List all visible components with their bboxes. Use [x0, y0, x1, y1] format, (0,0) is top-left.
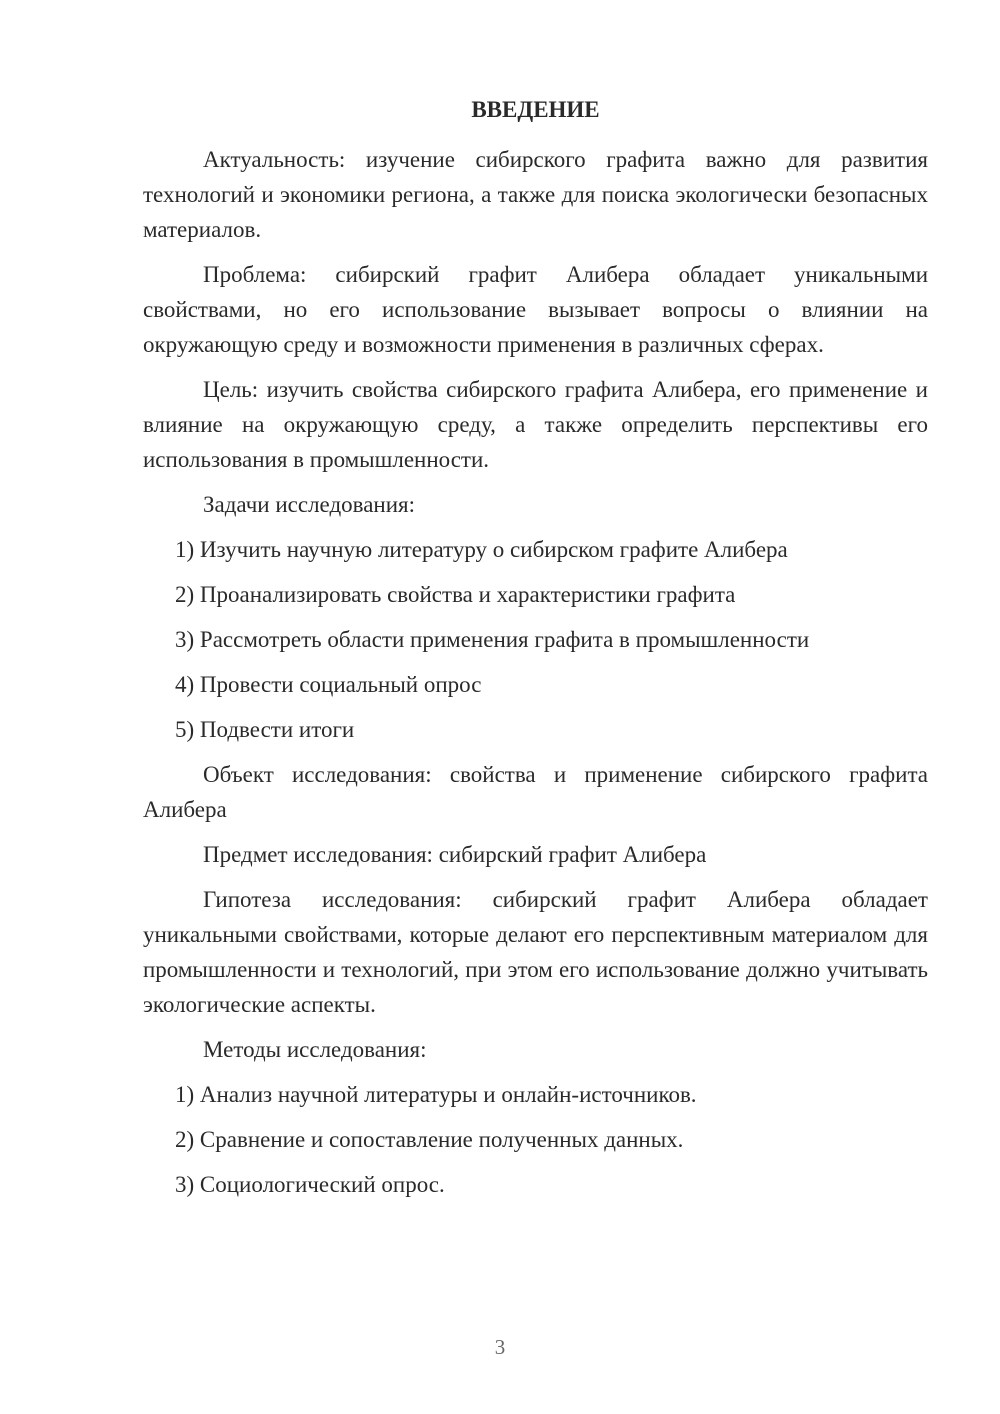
subject-paragraph: Предмет исследования: сибирский графит Алибера — [203, 842, 707, 867]
method-item: 1) Анализ научной литературы и онлайн-источников. — [175, 1082, 697, 1107]
task-item: 4) Провести социальный опрос — [175, 672, 482, 697]
methods-heading: Методы исследования: — [203, 1037, 427, 1062]
page-title: ВВЕДЕНИЕ — [471, 97, 600, 122]
object-paragraph: Объект исследования: свойства и применение сибирского графита Алибера — [143, 762, 928, 822]
tasks-heading: Задачи исследования: — [203, 492, 416, 517]
task-item: 5) Подвести итоги — [175, 717, 355, 742]
task-item: 3) Рассмотреть области применения графита в промышленности — [175, 627, 810, 652]
task-item: 2) Проанализировать свойства и характеристики графита — [175, 582, 736, 607]
method-item: 3) Социологический опрос. — [175, 1172, 445, 1197]
page-number: 3 — [494, 1335, 506, 1359]
goal-paragraph: Цель: изучить свойства сибирского графита Алибера, его применение и влияние на окружающую среду, а также определить перспективы его использования в промышленности. — [143, 377, 928, 472]
problem-paragraph: Проблема: сибирский графит Алибера обладает уникальными свойствами, но его использование вызывает вопросы о влиянии на окружающую среду и возможности применения в различных сферах. — [143, 262, 928, 357]
relevance-paragraph: Актуальность: изучение сибирского графита важно для развития технологий и экономики региона, а также для поиска экологически безопасных материалов. — [143, 147, 928, 242]
document-page — [143, 92, 928, 1212]
hypothesis-paragraph: Гипотеза исследования: сибирский графит Алибера обладает уникальными свойствами, которые делают его перспективным материалом для промышленности и технологий, при этом его использование должно учитывать экологические аспекты. — [143, 887, 928, 1017]
task-item: 1) Изучить научную литературу о сибирском графите Алибера — [175, 537, 788, 562]
method-item: 2) Сравнение и сопоставление полученных данных. — [175, 1127, 684, 1152]
